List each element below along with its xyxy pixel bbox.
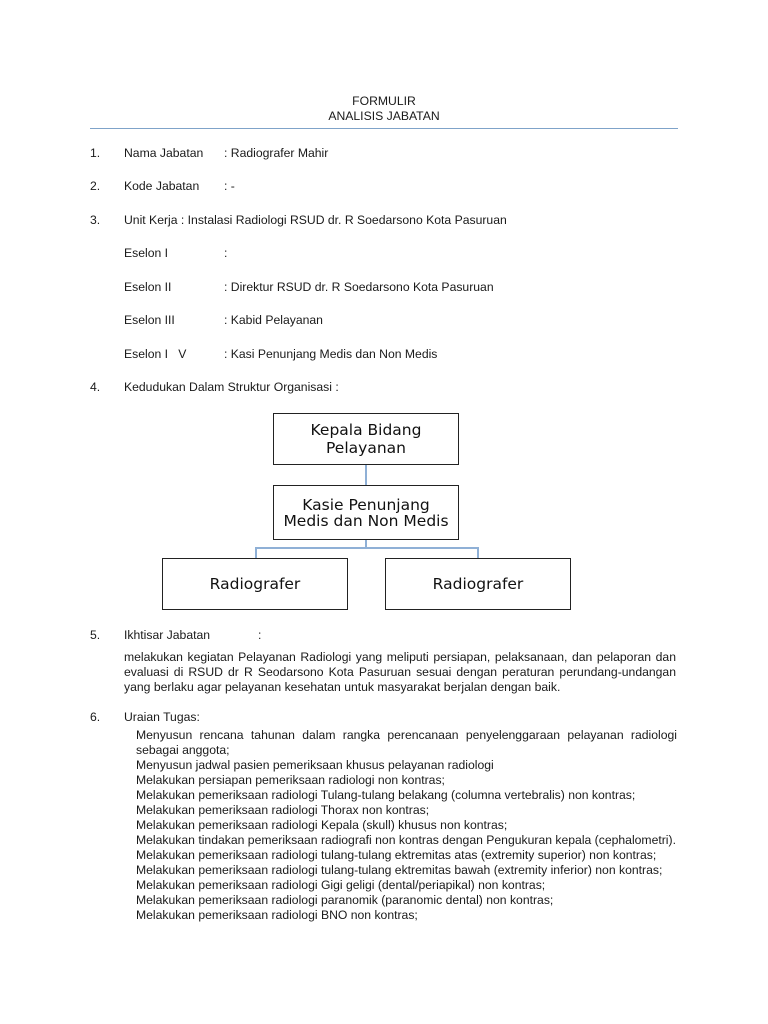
eselon-1-value: : [224,246,228,260]
eselon-4-value: : Kasi Penunjang Medis dan Non Medis [224,347,438,361]
item-3-text: Unit Kerja : Instalasi Radiologi RSUD dr. R Soedarsono Kota Pasuruan [124,213,507,227]
item-3-number: 3. [90,213,101,227]
item-5-label: Ikhtisar Jabatan [124,628,211,642]
list-item: Melakukan pemeriksaan radiologi paranomik (paranomic dental) non kontras; [136,893,554,907]
item-6-number: 6. [90,710,101,724]
item-4-number: 4. [90,380,101,394]
item-1-value: : Radiografer Mahir [224,146,329,160]
eselon-1-label: Eselon I [124,246,169,260]
form-title: FORMULIR [352,94,416,108]
list-item: Melakukan pemeriksaan radiologi Gigi geligi (dental/periapikal) non kontras; [136,878,546,892]
ikhtisar-paragraph: melakukan kegiatan Pelayanan Radiologi yang meliputi persiapan, pelaksanaan, dan pelaporan dan evaluasi di RSUD dr R Seodarsono Kota Pasuruan sesuai dengan peraturan perundang-undangan yang berlaku agar pelayanan kesehatan untuk masyarakat berjalan dengan baik. [124,650,676,694]
connector-right [477,547,479,558]
list-item: Menyusun rencana tahunan dalam rangka perencanaan penyelenggaraan pelayanan radiologi sebagai anggota; [136,728,677,757]
list-item: Melakukan tindakan pemeriksaan radiografi non kontras dengan Pengukuran kepala (cephalometri). [136,833,676,847]
item-1-number: 1. [90,146,101,160]
item-4-text: Kedudukan Dalam Struktur Organisasi : [124,380,339,394]
org-box-kepala-bidang: Kepala Bidang Pelayanan [273,413,459,465]
eselon-2-label: Eselon II [124,280,172,294]
item-1-label: Nama Jabatan [124,146,204,160]
item-5-number: 5. [90,628,101,642]
list-item: Melakukan pemeriksaan radiologi tulang-tulang ektremitas bawah (extremity inferior) non kontras; [136,863,663,877]
list-item: Melakukan pemeriksaan radiologi tulang-tulang ektremitas atas (extremity superior) non kontras; [136,848,657,862]
connector-horizontal [255,547,478,549]
list-item: Melakukan persiapan pemeriksaan radiologi non kontras; [136,773,445,787]
list-item: Melakukan pemeriksaan radiologi Thorax non kontras; [136,803,430,817]
task-list [136,728,677,923]
eselon-3-value: : Kabid Pelayanan [224,313,323,327]
item-2-number: 2. [90,179,101,193]
item-5-colon: : [258,628,262,642]
item-2-value: : - [224,179,235,193]
item-6-text: Uraian Tugas: [124,710,200,724]
eselon-2-value: : Direktur RSUD dr. R Soedarsono Kota Pasuruan [224,280,494,294]
list-item: Melakukan pemeriksaan radiologi BNO non kontras; [136,908,418,922]
header-divider [90,128,678,129]
eselon-4-label: Eselon I V [124,347,187,361]
eselon-3-label: Eselon III [124,313,175,327]
form-subtitle: ANALISIS JABATAN [328,109,440,123]
connector-mid [365,540,367,547]
list-item: Melakukan pemeriksaan radiologi Tulang-tulang belakang (columna vertebralis) non kontras; [136,788,636,802]
item-2-label: Kode Jabatan [124,179,200,193]
org-box-radiografer-right: Radiografer [385,558,571,610]
list-item: Melakukan pemeriksaan radiologi Kepala (skull) khusus non kontras; [136,818,508,832]
org-box-radiografer-left: Radiografer [162,558,348,610]
org-box-kasie: Kasie Penunjang Medis dan Non Medis [273,485,459,540]
connector-left [255,547,257,558]
connector-top [365,465,367,485]
list-item: Menyusun jadwal pasien pemeriksaan khusus pelayanan radiologi [136,758,494,772]
